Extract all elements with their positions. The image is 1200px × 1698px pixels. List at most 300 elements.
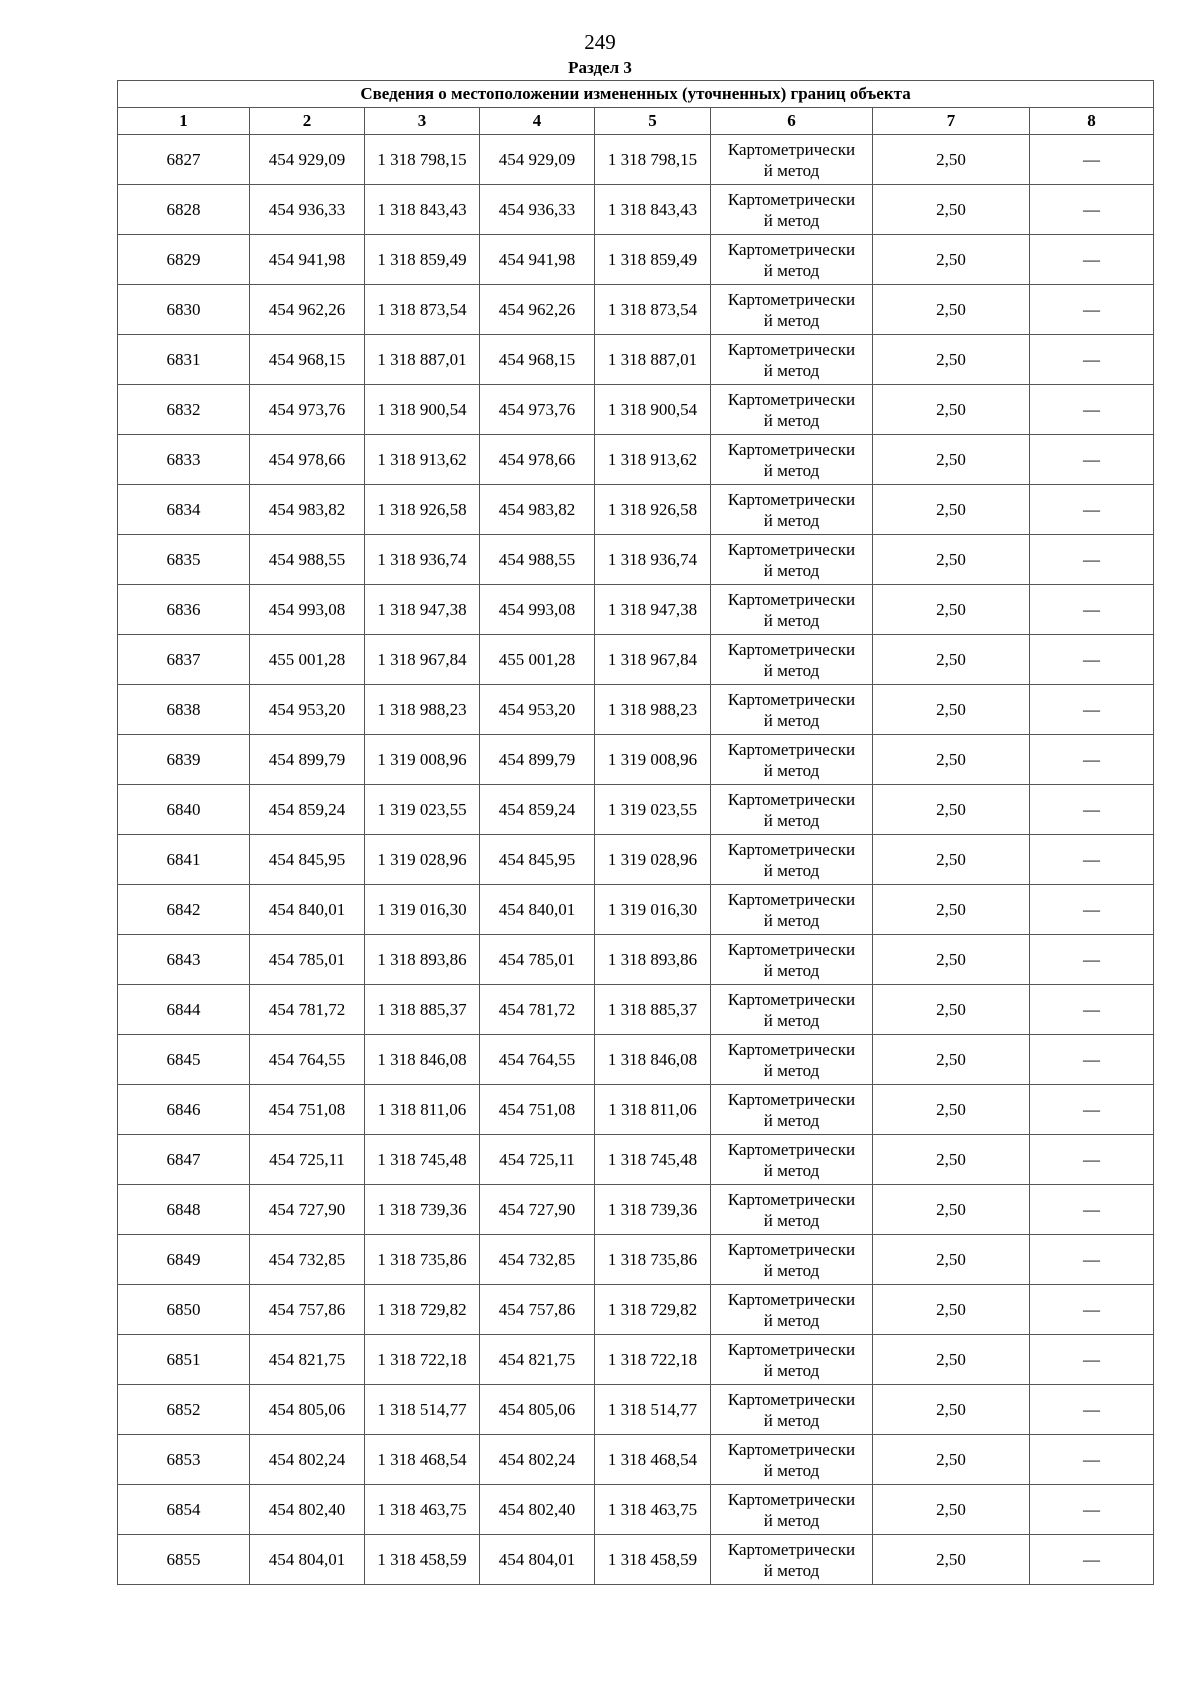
y-new-cell: 1 318 967,84 (595, 635, 711, 685)
y-old-cell: 1 318 811,06 (365, 1085, 480, 1135)
x-new-cell: 454 802,24 (480, 1435, 595, 1485)
description-cell: — (1030, 1535, 1154, 1585)
method-line-1: Картометрически (727, 239, 856, 259)
accuracy-cell: 2,50 (873, 135, 1030, 185)
x-new-cell: 454 968,15 (480, 335, 595, 385)
y-new-cell: 1 318 893,86 (595, 935, 711, 985)
x-old-cell: 454 845,95 (250, 835, 365, 885)
y-old-cell: 1 318 729,82 (365, 1285, 480, 1335)
x-old-cell: 454 929,09 (250, 135, 365, 185)
column-header-1: 1 (118, 108, 250, 135)
x-old-cell: 454 781,72 (250, 985, 365, 1035)
method-line-2: й метод (763, 1460, 820, 1480)
method-line-1: Картометрически (727, 1539, 856, 1559)
description-cell: — (1030, 135, 1154, 185)
table-row (118, 1135, 1154, 1185)
method-cell (711, 835, 873, 885)
description-cell: — (1030, 1435, 1154, 1485)
y-old-cell: 1 318 887,01 (365, 335, 480, 385)
x-old-cell: 454 936,33 (250, 185, 365, 235)
description-cell: — (1030, 1035, 1154, 1085)
x-new-cell: 454 978,66 (480, 435, 595, 485)
method-line-2: й метод (763, 1310, 820, 1330)
y-old-cell: 1 318 936,74 (365, 535, 480, 585)
y-new-cell: 1 318 811,06 (595, 1085, 711, 1135)
y-old-cell: 1 319 008,96 (365, 735, 480, 785)
accuracy-cell: 2,50 (873, 585, 1030, 635)
accuracy-cell: 2,50 (873, 885, 1030, 935)
method-line-2: й метод (763, 1210, 820, 1230)
y-old-cell: 1 318 735,86 (365, 1235, 480, 1285)
point-number-cell: 6837 (118, 635, 250, 685)
x-old-cell: 454 821,75 (250, 1335, 365, 1385)
y-old-cell: 1 318 745,48 (365, 1135, 480, 1185)
x-old-cell: 454 840,01 (250, 885, 365, 935)
table-row (118, 735, 1154, 785)
y-new-cell: 1 318 735,86 (595, 1235, 711, 1285)
x-old-cell: 454 805,06 (250, 1385, 365, 1435)
y-old-cell: 1 318 926,58 (365, 485, 480, 535)
point-number-cell: 6832 (118, 385, 250, 435)
point-number-cell: 6828 (118, 185, 250, 235)
method-line-2: й метод (763, 910, 820, 930)
table-row (118, 585, 1154, 635)
x-new-cell: 454 859,24 (480, 785, 595, 835)
description-cell: — (1030, 1285, 1154, 1335)
method-line-2: й метод (763, 1410, 820, 1430)
y-new-cell: 1 318 926,58 (595, 485, 711, 535)
description-cell: — (1030, 1135, 1154, 1185)
x-new-cell: 454 936,33 (480, 185, 595, 235)
accuracy-cell: 2,50 (873, 785, 1030, 835)
x-new-cell: 454 993,08 (480, 585, 595, 635)
accuracy-cell: 2,50 (873, 435, 1030, 485)
method-line-1: Картометрически (727, 1439, 856, 1459)
y-old-cell: 1 319 023,55 (365, 785, 480, 835)
table-row (118, 1485, 1154, 1535)
method-cell (711, 635, 873, 685)
method-cell (711, 535, 873, 585)
x-new-cell: 454 983,82 (480, 485, 595, 535)
point-number-cell: 6855 (118, 1535, 250, 1585)
method-line-1: Картометрически (727, 489, 856, 509)
y-new-cell: 1 318 846,08 (595, 1035, 711, 1085)
x-new-cell: 454 802,40 (480, 1485, 595, 1535)
column-header-6: 6 (711, 108, 873, 135)
point-number-cell: 6833 (118, 435, 250, 485)
x-new-cell: 454 899,79 (480, 735, 595, 785)
description-cell: — (1030, 335, 1154, 385)
point-number-cell: 6845 (118, 1035, 250, 1085)
method-line-2: й метод (763, 1560, 820, 1580)
y-old-cell: 1 318 463,75 (365, 1485, 480, 1535)
method-line-2: й метод (763, 260, 820, 280)
accuracy-cell: 2,50 (873, 985, 1030, 1035)
x-new-cell: 455 001,28 (480, 635, 595, 685)
description-cell: — (1030, 1485, 1154, 1535)
table-row (118, 935, 1154, 985)
x-new-cell: 454 785,01 (480, 935, 595, 985)
point-number-cell: 6846 (118, 1085, 250, 1135)
method-line-2: й метод (763, 1060, 820, 1080)
method-line-1: Картометрически (727, 639, 856, 659)
x-old-cell: 454 802,40 (250, 1485, 365, 1535)
x-old-cell: 454 953,20 (250, 685, 365, 735)
point-number-cell: 6841 (118, 835, 250, 885)
table-row (118, 885, 1154, 935)
x-new-cell: 454 821,75 (480, 1335, 595, 1385)
method-line-2: й метод (763, 360, 820, 380)
accuracy-cell: 2,50 (873, 335, 1030, 385)
method-line-1: Картометрически (727, 1039, 856, 1059)
method-line-1: Картометрически (727, 839, 856, 859)
method-cell (711, 335, 873, 385)
y-new-cell: 1 318 947,38 (595, 585, 711, 635)
x-new-cell: 454 805,06 (480, 1385, 595, 1435)
table-row (118, 285, 1154, 335)
table-row (118, 435, 1154, 485)
y-old-cell: 1 319 016,30 (365, 885, 480, 935)
x-old-cell: 454 732,85 (250, 1235, 365, 1285)
y-new-cell: 1 318 859,49 (595, 235, 711, 285)
boundary-coordinates-table (117, 80, 1154, 1585)
table-row (118, 785, 1154, 835)
description-cell: — (1030, 285, 1154, 335)
method-cell (711, 1385, 873, 1435)
column-header-3: 3 (365, 108, 480, 135)
accuracy-cell: 2,50 (873, 1335, 1030, 1385)
table-row (118, 1285, 1154, 1335)
y-old-cell: 1 318 967,84 (365, 635, 480, 685)
description-cell: — (1030, 985, 1154, 1035)
method-line-1: Картометрически (727, 989, 856, 1009)
y-new-cell: 1 318 843,43 (595, 185, 711, 235)
y-new-cell: 1 318 468,54 (595, 1435, 711, 1485)
x-old-cell: 454 978,66 (250, 435, 365, 485)
method-cell (711, 485, 873, 535)
method-cell (711, 1185, 873, 1235)
x-old-cell: 454 802,24 (250, 1435, 365, 1485)
point-number-cell: 6834 (118, 485, 250, 535)
method-line-1: Картометрически (727, 389, 856, 409)
x-new-cell: 454 727,90 (480, 1185, 595, 1235)
column-number-row (118, 108, 1154, 135)
method-cell (711, 1485, 873, 1535)
x-old-cell: 454 804,01 (250, 1535, 365, 1585)
method-line-2: й метод (763, 560, 820, 580)
method-line-1: Картометрически (727, 1189, 856, 1209)
method-cell (711, 1435, 873, 1485)
table-row (118, 1235, 1154, 1285)
y-new-cell: 1 318 722,18 (595, 1335, 711, 1385)
accuracy-cell: 2,50 (873, 1485, 1030, 1535)
column-header-2: 2 (250, 108, 365, 135)
description-cell: — (1030, 635, 1154, 685)
y-old-cell: 1 318 885,37 (365, 985, 480, 1035)
accuracy-cell: 2,50 (873, 1135, 1030, 1185)
table-row (118, 1435, 1154, 1485)
x-old-cell: 454 751,08 (250, 1085, 365, 1135)
method-line-2: й метод (763, 1010, 820, 1030)
x-new-cell: 454 953,20 (480, 685, 595, 735)
method-cell (711, 685, 873, 735)
table-caption-row (118, 81, 1154, 108)
accuracy-cell: 2,50 (873, 735, 1030, 785)
y-new-cell: 1 318 463,75 (595, 1485, 711, 1535)
method-line-2: й метод (763, 210, 820, 230)
column-header-8: 8 (1030, 108, 1154, 135)
y-old-cell: 1 318 900,54 (365, 385, 480, 435)
description-cell: — (1030, 385, 1154, 435)
method-line-1: Картометрически (727, 739, 856, 759)
accuracy-cell: 2,50 (873, 685, 1030, 735)
x-new-cell: 454 732,85 (480, 1235, 595, 1285)
method-cell (711, 1035, 873, 1085)
x-new-cell: 454 725,11 (480, 1135, 595, 1185)
table-row (118, 985, 1154, 1035)
method-cell (711, 185, 873, 235)
point-number-cell: 6835 (118, 535, 250, 585)
accuracy-cell: 2,50 (873, 1235, 1030, 1285)
x-old-cell: 454 785,01 (250, 935, 365, 985)
method-cell (711, 385, 873, 435)
y-old-cell: 1 318 873,54 (365, 285, 480, 335)
page-number: 249 (584, 30, 616, 54)
y-new-cell: 1 318 936,74 (595, 535, 711, 585)
x-old-cell: 454 727,90 (250, 1185, 365, 1235)
x-old-cell: 454 983,82 (250, 485, 365, 535)
x-old-cell: 454 764,55 (250, 1035, 365, 1085)
accuracy-cell: 2,50 (873, 1535, 1030, 1585)
method-cell (711, 235, 873, 285)
method-line-2: й метод (763, 160, 820, 180)
accuracy-cell: 2,50 (873, 535, 1030, 585)
accuracy-cell: 2,50 (873, 1385, 1030, 1435)
description-cell: — (1030, 1185, 1154, 1235)
description-cell: — (1030, 1385, 1154, 1435)
y-old-cell: 1 318 859,49 (365, 235, 480, 285)
point-number-cell: 6839 (118, 735, 250, 785)
y-old-cell: 1 318 988,23 (365, 685, 480, 735)
x-old-cell: 454 941,98 (250, 235, 365, 285)
description-cell: — (1030, 1235, 1154, 1285)
x-new-cell: 454 845,95 (480, 835, 595, 885)
accuracy-cell: 2,50 (873, 1035, 1030, 1085)
method-cell (711, 135, 873, 185)
method-cell (711, 585, 873, 635)
method-line-2: й метод (763, 410, 820, 430)
table-row (118, 185, 1154, 235)
x-old-cell: 454 899,79 (250, 735, 365, 785)
column-header-7: 7 (873, 108, 1030, 135)
point-number-cell: 6851 (118, 1335, 250, 1385)
table-row (118, 335, 1154, 385)
x-old-cell: 454 973,76 (250, 385, 365, 435)
section-title: Раздел 3 (568, 58, 632, 77)
method-cell (711, 435, 873, 485)
description-cell: — (1030, 785, 1154, 835)
y-old-cell: 1 318 468,54 (365, 1435, 480, 1485)
accuracy-cell: 2,50 (873, 635, 1030, 685)
x-new-cell: 454 840,01 (480, 885, 595, 935)
y-new-cell: 1 318 913,62 (595, 435, 711, 485)
x-new-cell: 454 764,55 (480, 1035, 595, 1085)
column-header-5: 5 (595, 108, 711, 135)
table-row (118, 385, 1154, 435)
method-line-2: й метод (763, 1110, 820, 1130)
method-line-1: Картометрически (727, 939, 856, 959)
y-old-cell: 1 318 722,18 (365, 1335, 480, 1385)
table-row (118, 1385, 1154, 1435)
point-number-cell: 6829 (118, 235, 250, 285)
y-old-cell: 1 319 028,96 (365, 835, 480, 885)
y-new-cell: 1 319 028,96 (595, 835, 711, 885)
table-body (118, 135, 1154, 1585)
method-line-1: Картометрически (727, 1239, 856, 1259)
x-new-cell: 454 751,08 (480, 1085, 595, 1135)
y-new-cell: 1 319 023,55 (595, 785, 711, 835)
description-cell: — (1030, 885, 1154, 935)
description-cell: — (1030, 435, 1154, 485)
point-number-cell: 6843 (118, 935, 250, 985)
description-cell: — (1030, 735, 1154, 785)
y-new-cell: 1 318 885,37 (595, 985, 711, 1035)
y-old-cell: 1 318 846,08 (365, 1035, 480, 1085)
method-cell (711, 1535, 873, 1585)
point-number-cell: 6827 (118, 135, 250, 185)
y-old-cell: 1 318 947,38 (365, 585, 480, 635)
method-line-1: Картометрически (727, 339, 856, 359)
table-row (118, 535, 1154, 585)
description-cell: — (1030, 835, 1154, 885)
accuracy-cell: 2,50 (873, 235, 1030, 285)
method-cell (711, 1085, 873, 1135)
method-line-2: й метод (763, 1160, 820, 1180)
point-number-cell: 6852 (118, 1385, 250, 1435)
point-number-cell: 6844 (118, 985, 250, 1035)
point-number-cell: 6850 (118, 1285, 250, 1335)
y-old-cell: 1 318 913,62 (365, 435, 480, 485)
table-row (118, 1035, 1154, 1085)
accuracy-cell: 2,50 (873, 1285, 1030, 1335)
y-old-cell: 1 318 893,86 (365, 935, 480, 985)
method-line-1: Картометрически (727, 1489, 856, 1509)
method-line-1: Картометрически (727, 139, 856, 159)
method-line-1: Картометрически (727, 589, 856, 609)
y-old-cell: 1 318 798,15 (365, 135, 480, 185)
x-old-cell: 454 988,55 (250, 535, 365, 585)
y-new-cell: 1 318 739,36 (595, 1185, 711, 1235)
point-number-cell: 6836 (118, 585, 250, 635)
method-line-2: й метод (763, 610, 820, 630)
description-cell: — (1030, 185, 1154, 235)
x-new-cell: 454 757,86 (480, 1285, 595, 1335)
table-row (118, 485, 1154, 535)
description-cell: — (1030, 535, 1154, 585)
table-row (118, 135, 1154, 185)
method-line-1: Картометрически (727, 289, 856, 309)
x-old-cell: 455 001,28 (250, 635, 365, 685)
x-new-cell: 454 941,98 (480, 235, 595, 285)
point-number-cell: 6831 (118, 335, 250, 385)
table-row (118, 235, 1154, 285)
column-header-4: 4 (480, 108, 595, 135)
description-cell: — (1030, 1085, 1154, 1135)
point-number-cell: 6848 (118, 1185, 250, 1235)
point-number-cell: 6840 (118, 785, 250, 835)
x-new-cell: 454 781,72 (480, 985, 595, 1035)
method-cell (711, 285, 873, 335)
table-row (118, 1335, 1154, 1385)
accuracy-cell: 2,50 (873, 385, 1030, 435)
method-line-2: й метод (763, 460, 820, 480)
method-cell (711, 935, 873, 985)
y-old-cell: 1 318 739,36 (365, 1185, 480, 1235)
method-line-1: Картометрически (727, 789, 856, 809)
table-row (118, 1185, 1154, 1235)
point-number-cell: 6838 (118, 685, 250, 735)
table-row (118, 685, 1154, 735)
y-new-cell: 1 318 887,01 (595, 335, 711, 385)
point-number-cell: 6847 (118, 1135, 250, 1185)
y-new-cell: 1 318 900,54 (595, 385, 711, 435)
y-new-cell: 1 318 514,77 (595, 1385, 711, 1435)
method-line-2: й метод (763, 510, 820, 530)
y-old-cell: 1 318 458,59 (365, 1535, 480, 1585)
method-line-2: й метод (763, 1360, 820, 1380)
accuracy-cell: 2,50 (873, 485, 1030, 535)
method-line-1: Картометрически (727, 539, 856, 559)
method-line-2: й метод (763, 660, 820, 680)
accuracy-cell: 2,50 (873, 935, 1030, 985)
method-line-1: Картометрически (727, 439, 856, 459)
x-old-cell: 454 725,11 (250, 1135, 365, 1185)
method-line-1: Картометрически (727, 1139, 856, 1159)
method-line-1: Картометрически (727, 1089, 856, 1109)
description-cell: — (1030, 485, 1154, 535)
method-line-2: й метод (763, 1260, 820, 1280)
table-row (118, 1085, 1154, 1135)
x-old-cell: 454 859,24 (250, 785, 365, 835)
x-old-cell: 454 968,15 (250, 335, 365, 385)
y-new-cell: 1 318 729,82 (595, 1285, 711, 1335)
y-new-cell: 1 318 745,48 (595, 1135, 711, 1185)
x-new-cell: 454 988,55 (480, 535, 595, 585)
point-number-cell: 6849 (118, 1235, 250, 1285)
point-number-cell: 6854 (118, 1485, 250, 1535)
method-cell (711, 735, 873, 785)
method-cell (711, 785, 873, 835)
y-old-cell: 1 318 514,77 (365, 1385, 480, 1435)
method-line-1: Картометрически (727, 689, 856, 709)
accuracy-cell: 2,50 (873, 185, 1030, 235)
table-row (118, 835, 1154, 885)
method-line-1: Картометрически (727, 189, 856, 209)
method-line-1: Картометрически (727, 889, 856, 909)
x-new-cell: 454 804,01 (480, 1535, 595, 1585)
method-line-1: Картометрически (727, 1339, 856, 1359)
y-new-cell: 1 319 016,30 (595, 885, 711, 935)
accuracy-cell: 2,50 (873, 1085, 1030, 1135)
accuracy-cell: 2,50 (873, 1185, 1030, 1235)
accuracy-cell: 2,50 (873, 1435, 1030, 1485)
table-row (118, 1535, 1154, 1585)
description-cell: — (1030, 935, 1154, 985)
accuracy-cell: 2,50 (873, 835, 1030, 885)
x-new-cell: 454 962,26 (480, 285, 595, 335)
description-cell: — (1030, 235, 1154, 285)
method-cell (711, 1285, 873, 1335)
